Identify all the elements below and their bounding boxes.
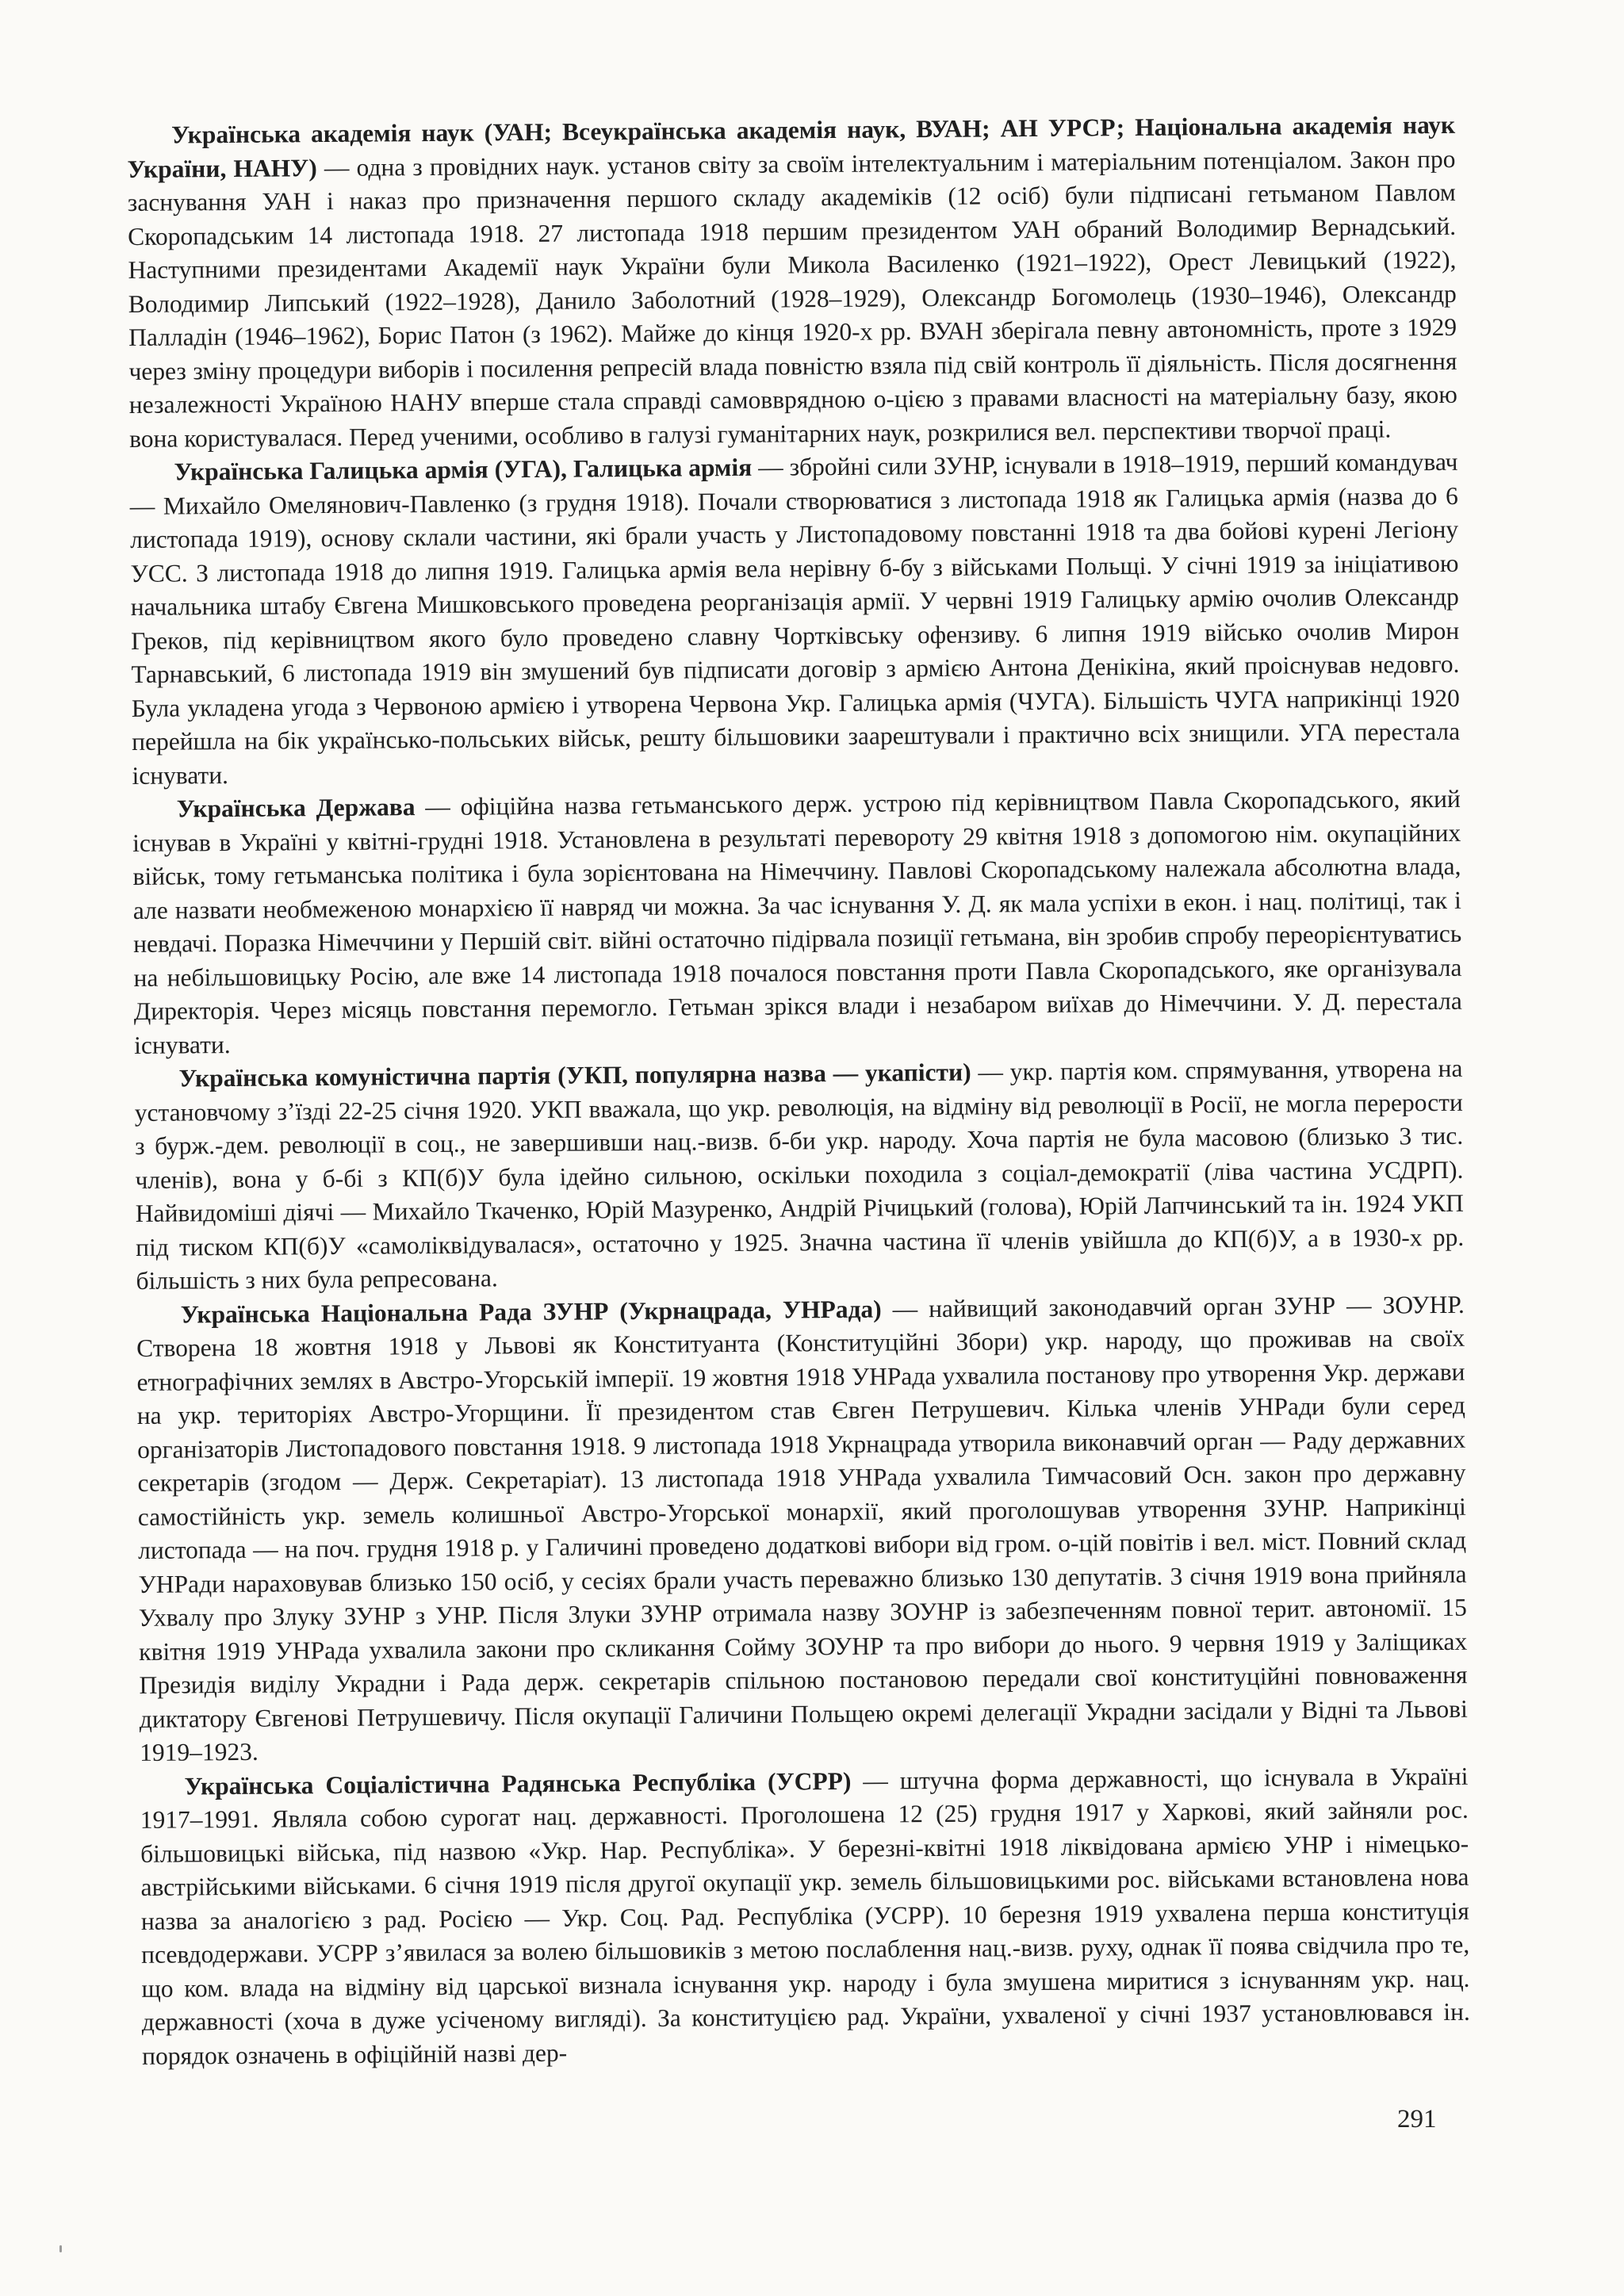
entry-term: Українська Галицька армія (УГА), Галицька армія — [174, 453, 753, 486]
entry-term: Українська Національна Рада ЗУНР (Укрнацрада, УНРада) — [180, 1295, 882, 1329]
scan-speck — [59, 2245, 62, 2252]
entry-uga — [129, 446, 1460, 793]
entry-unrada — [136, 1288, 1469, 1770]
page-number: 291 — [1397, 2105, 1437, 2133]
entry-ukrainian-state — [132, 783, 1463, 1062]
entry-term: Українська Соціалістична Радянська Республіка (УСРР) — [184, 1766, 852, 1800]
entry-text: — укр. партія ком. спрямування, утворена на установчому з’їзді 22-25 січня 1920. УКП вважала, що укр. революція, на відміну від революції в Росії, не могла перерости з бурж.-дем. революції в соц., не завершивши нац.-визв. б-би укр. народу. Хоча партія не була масовою (близько 3 тис. членів), вона у б-бі з КП(б)У була ідейно сильною, оскільки походила з соціал-демократії (ліва частина УСДРП). Найвидоміші діячі — Михайло Ткаченко, Юрій Мазуренко, Андрій Річицький (голова), Юрій Лапчинський та ін. 1924 УКП під тиском КП(б)У «самоліквідувалася», остаточно у 1925. Значна частина її членів увійшла до КП(б)У, а в 1930-х рр. більшість з них була репресована. — [134, 1054, 1465, 1295]
entry-term: Українська академія наук (УАН; Всеукраїнська академія наук, ВУАН; АН УРСР; Національна академія наук України, НАНУ) — [127, 110, 1456, 183]
entry-uan — [127, 109, 1457, 456]
entry-term: Українська Держава — [176, 793, 416, 823]
entry-ukp — [134, 1052, 1464, 1299]
entry-term: Українська комуністична партія (УКП, популярна назва — укапісти) — [178, 1058, 971, 1093]
entry-text: — одна з провідних наук. установ світу за своїм інтелектуальним і матеріальним потенціалом. Закон про заснування УАН і наказ про призначення першого складу академіків (12 осіб) були підписані гетьманом Павлом Скоропадським 14 листопада 1918. 27 листопада 1918 першим президентом УАН обраний Володимир Вернадський. Наступними президентами Академії наук України були Микола Василенко (1921–1922), Орест Левицький (1922), Володимир Липський (1922–1928), Данило Заболотний (1928–1929), Олександр Богомолець (1930–1946), Олександр Палладін (1946–1962), Борис Патон (з 1962). Майже до кінця 1920-х рр. ВУАН зберігала певну автономність, проте з 1929 через зміну процедури виборів і посилення репресій влада повністю взяла під свій контроль її діяльність. Після досягнення незалежності Україною НАНУ вперше стала справді самовврядною о-цією з правами власності на матеріальну базу, якою вона користувалася. Перед ученими, особливо в галузі гуманітарних наук, розкрилися вел. перспективи творчої праці. — [127, 144, 1457, 453]
entry-text: — збройні сили ЗУНР, існували в 1918–1919, перший командувач — Михайло Омелянович-Павленко (з грудня 1918). Почали створюватися з листопада 1918 як Галицька армія (назва до 6 листопада 1919), основу склали частини, які брали участь у Листопадовому повстанні 1918 та два бойові курені Легіону УСС. З листопада 1918 до липня 1919. Галицька армія вела нерівну б-бу з військами Польщі. У січні 1919 за ініціативою начальника штабу Євгена Мишковського проведена реорганізація армії. У червні 1919 Галицьку армію очолив Олександр Греков, під керівництвом якого було проведено славну Чортківську офензиву. 6 липня 1919 військо очолив Мирон Тарнавський, 6 листопада 1919 він змушений був підписати договір з армією Антона Денікіна, який проіснував недовго. Була укладена угода з Червоною армією і утворена Червона Укр. Галицька армія (ЧУГА). Більшість ЧУГА наприкінці 1920 перейшла на бік українсько-польських військ, решту більшовики заарештували і практично всіх знищили. УГА перестала існувати. — [129, 447, 1461, 790]
entry-text: — найвищий законодавчий орган ЗУНР — ЗОУНР. Створена 18 жовтня 1918 у Львові як Конституанта (Конституційні Збори) укр. народу, що проживав на своїх етнографічних землях в Австро-Угорській імперії. 19 жовтня 1918 УНРада ухвалила постанову про утворення Укр. держави на укр. територіях Австро-Угорщини. Її президентом став Євген Петрушевич. Кілька членів УНРади були серед організаторів Листопадового повстання 1918. 9 листопада 1918 Укрнацрада утворила виконавчий орган — Раду державних секретарів (згодом — Держ. Секретаріат). 13 листопада 1918 УНРада ухвалила Тимчасовий Осн. закон про державну самостійність укр. земель колишньої Австро-Угорської монархії, який проголошував утворення ЗУНР. Наприкінці листопада — на поч. грудня 1918 р. у Галичині проведено додаткові вибори від гром. о-цій повітів і вел. міст. Повний склад УНРади нараховував близько 150 осіб, у сесіях брали участь переважно близько 130 депутатів. 3 січня 1919 вона прийняла Ухвалу про Злуку ЗУНР з УНР. Після Злуки ЗУНР отримала назву ЗОУНР із забезпеченням повної терит. автономії. 15 квітня 1919 УНРада ухвалила закони про скликання Сойму ЗОУНР та про вибори до нього. 9 червня 1919 у Заліщиках Президія виділу Украдни і Рада держ. секретарів спільною постановою передали свої конституційні повноваження диктатору Євгенові Петрушевичу. Після окупації Галичини Польщею окремі делегації Украдни засідали у Відні та Львові 1919–1923. — [136, 1290, 1468, 1766]
entry-text: — офіційна назва гетьманського держ. устрою під керівництвом Павла Скоропадського, який існував в Україні у квітні-грудні 1918. Установлена в результаті перевороту 29 квітня 1918 з допомогою нім. окупаційних військ, тому гетьманська політика і була зорієнтована на Німеччину. Павлові Скоропадському належала абсолютна влада, але назвати необмеженою монархією її навряд чи можна. За час існування У. Д. як мала успіхи в екон. і нац. політиці, так і невдачі. Поразка Німеччини у Першій світ. війні остаточно підірвала позиції гетьмана, він зробив спробу переорієнтуватись на небільшовицьку Росію, але вже 14 листопада 1918 почалося повстання проти Павла Скоропадського, яке організувала Директорія. Через місяць повстання перемогло. Гетьман зрікся влади і незабаром виїхав до Німеччини. У. Д. перестала існувати. — [132, 784, 1462, 1059]
entry-text: — штучна форма державності, що існувала в Україні 1917–1991. Являла собою сурогат нац. державності. Проголошена 12 (25) грудня 1917 у Харкові, який зайняли рос. більшовицькі війська, під назвою «Укр. Нар. Республіка». У березні-квітні 1918 ліквідована армією УНР і німецько-австрійськими військами. 6 січня 1919 після другої окупації укр. земель більшовицькими рос. військами встановлена нова назва за аналогією з рад. Росією — Укр. Соц. Рад. Республіка (УСРР). 10 березня 1919 ухвалена перша конституція псевдодержави. УСРР з’явилася за волею більшовиків з метою послаблення нац.-визв. руху, однак її поява свідчила про те, що ком. влада на відміну від царської визнала існування укр. народу і була змушена миритися з існуванням укр. нац. державності (хоча в дуже усіченому вигляді). За конституцією рад. України, ухваленої у січні 1937 установлювався ін. порядок означень в офіційній назві дер- — [140, 1762, 1470, 2070]
page-body — [127, 109, 1470, 2073]
entry-usrr — [140, 1759, 1470, 2073]
